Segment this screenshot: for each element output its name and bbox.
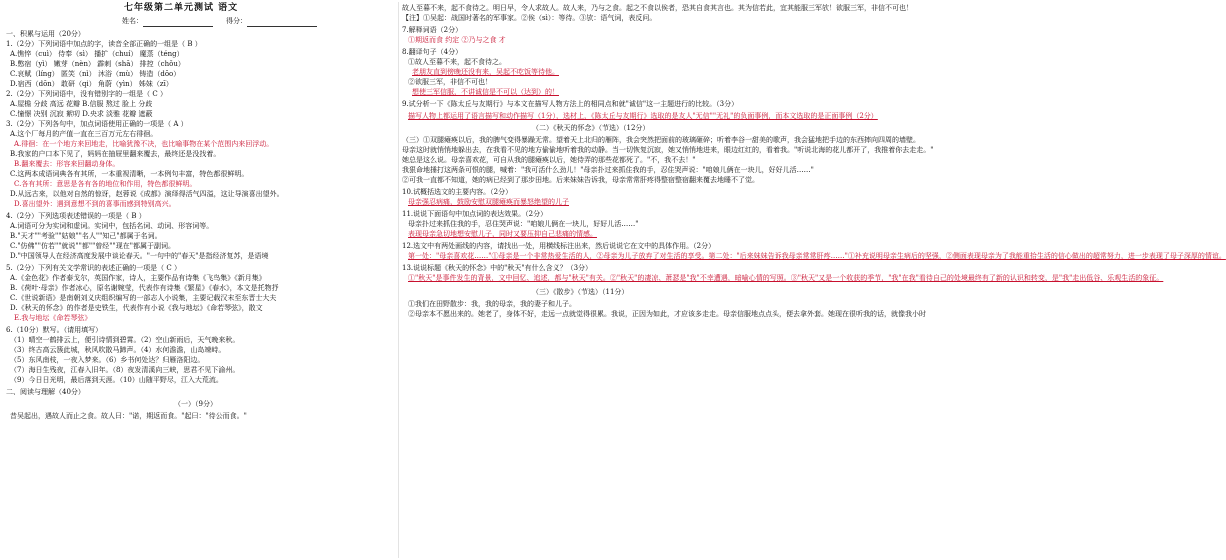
passage-continued: 故人至暮不来，起不食待之。明日早，令人求故人。故人来，乃与之食。起之不食以俟者，恐其自食其言也。其为信若此，宜其能服三军欤！欲服三军，非信不可也！	[402, 4, 913, 12]
q1-stem: 1.（2分）下列词语中加点的字，读音全部正确的一组是（ B ）	[6, 40, 202, 48]
q6-lines-5-6: （5）东风南枝，一夜入梦来。（6）乡书何处达？归雁洛阳边。	[10, 356, 205, 364]
q13-answer: ①"秋天"是事件发生的背景，文中回忆、追述，都与"秋天"有关。②"秋天"的凄凉、萧瑟是"我"不幸遭遇，暗喻心情的写照。③"秋天"又是一个收获的季节，"我"在我"看待自己的处境最终有了新的认识和转变，是"我"走出低谷、乐观生活的象征。	[408, 274, 1164, 282]
name-label: 姓名：	[122, 17, 143, 25]
q11-stem: 11.说说下面语句中加点词的表达效果。（2分）	[402, 210, 548, 218]
q1-option-b: B.憋宿（yì） 嫩芽（nèn） 霹刺（shā） 排控（chǒu）	[10, 60, 185, 68]
left-column	[4, 0, 396, 560]
q2-options-cd: C.憧憬 决别 沉寂 絮叨 D.央求 淡雅 花瓣 遮蔽	[10, 110, 153, 118]
q6-lines-3-4: （3）终古高云簇此城，秋风吹散马蹄声。（4）水何澹澹，山岛竦峙。	[10, 346, 226, 354]
q4-option-a: A.词语可分为实词和虚词。实词中，包括名词、动词、形容词等。	[10, 222, 214, 230]
section-one-title: 一、积累与运用（20分）	[6, 30, 85, 38]
q12-answer: 第一处："母亲喜欢花……"①母亲是一个非常热爱生活的人，②母亲为儿子放弃了对生活的享受。第二处："后来妹妹告诉我母亲常常肝疼……"①补充说明母亲生病后的坚强，②侧面表现母亲为了我能重拾生活的信心做出的超常努力，进一步表现了母子深厚的情谊。	[408, 252, 1226, 260]
q5-option-d: D.《秋天的怀念》的作者是史铁生，代表作有小说《我与地坛》《命若琴弦》，散文	[10, 304, 263, 312]
q3-option-d: D.从远古来，以他对自然的惊讶，赵蓉说《成都》演绎得活气四溢，这让导演喜出望外。	[10, 190, 284, 198]
q3-answer-a: A.徘徊：在一个地方来回地走，比喻犹豫不决，也比喻事物在某个范围内来回浮动。	[14, 140, 274, 148]
reading-three-paragraph-1: ①我们在田野散步：我，我的母亲，我的妻子和儿子。	[408, 300, 576, 308]
q3-option-b: B.我家的户口本下见了，妈妈在抽屉里翻来覆去，最终还是没找着。	[10, 150, 221, 158]
name-field[interactable]	[122, 17, 213, 27]
q5-answer-d: E.我与地坛《命若琴弦》	[14, 314, 92, 322]
q10-stem: 10.试概括选文的主要内容。（2分）	[402, 188, 513, 196]
reading-two-paragraph-1: （三）①双腿瘫痪以后，我的脾气变得暴躁无常。望着天上北归的雁阵，我会突然把面前的玻璃砸碎；听着李谷一甜美的歌声，我会猛地把手边的东西摔向四周的墙壁。	[402, 136, 920, 144]
passage-notes: 【注】①吴起：战国时著名的军事家。②俟（sì）：等待。③欤：语气词，表反问。	[402, 14, 657, 22]
q8-answer-2: 想使三军信服，不讲诚信是不可以（达到）的！	[412, 88, 559, 96]
q2-stem: 2.（2分）下列词语中，没有错别字的一组是（ C ）	[6, 90, 167, 98]
q1-option-d: D.宿西（dōn） 敢研（qi） 角蔚（yìn） 姊妹（zī）	[10, 80, 173, 88]
q5-option-c: C.《世说新语》是南朝刘义庆组织编写的一部志人小说集，主要记载汉末至东晋士大夫	[10, 294, 277, 302]
q5-stem: 5.（2分）下列有关文学常识的表述正确的一项是（ C ）	[6, 264, 181, 272]
score-label: 得分：	[226, 17, 247, 25]
reading-two-paragraph-1c: 她总是这么说。母亲喜欢花，可自从我的腿瘫痪以后，她侍弄的那些花都死了。"不，我不去！"	[402, 156, 696, 164]
q6-lines-9-10: （9）今日日光明，最后落到天涯。（10）山随平野尽，江入大荒流。	[10, 376, 223, 384]
reading-three-paragraph-2: ②母亲本不愿出来的。她老了，身体不好，走远一点就觉得很累。我说，正因为如此，才应该多走走。母亲信服地点点头，便去拿外套。她现在很听我的话，就像我小时	[408, 310, 926, 318]
reading-one-title: （一）（9分）	[174, 400, 217, 408]
q10-answer: 母亲强忍病痛，鼓励安慰双腿瘫痪而暴怒绝望的儿子	[408, 198, 569, 206]
q6-lines-7-8: （7）海日生残夜，江春入旧年。（8）夜发清溪向三峡，思君不见下渝州。	[10, 366, 240, 374]
name-blank[interactable]	[143, 19, 213, 27]
reading-two-paragraph-1b: 母亲这时就悄悄地躲出去，在我看不见的地方偷偷地听着我的动静。当一切恢复沉寂，她又悄悄地进来，眼边红红的，看着我。"听说北海的花儿都开了，我推着你去走走。"	[402, 146, 934, 154]
reading-three-title: （三）《散步》（节选）（11分）	[532, 288, 629, 296]
reading-one-passage: 昔吴起出，遇故人而止之食。故人曰："诺，期返而食。"起曰："待公而食。"	[10, 412, 247, 420]
q1-option-c: C.哀赋（líng） 匿笑（nì） 沐浴（mù） 铸造（dōo）	[10, 70, 181, 78]
section-two-title: 二、阅读与理解（40分）	[6, 388, 85, 396]
q3-option-a: A.这个厂每月的产值一直在三百万元左右徘徊。	[10, 130, 158, 138]
q8-sentence-1: ①故人至暮不来，起不食待之。	[408, 58, 506, 66]
q4-option-c: C."仿佛""仿若""就说""都""曾经""现在"都属于副词。	[10, 242, 175, 250]
q2-options-ab: A.屋檐 分歧 高远 花瓣 B.信服 熬过 脸上 分歧	[10, 100, 153, 108]
q11-sentence: 母亲扑过来抓住我的手，忍住哭声说："咱娘儿俩在一块儿，好好儿活……"	[408, 220, 639, 228]
q3-answer-c: C.各有其所：意思是各有各的地位和作用，特色都很鲜明。	[14, 180, 197, 188]
q5-option-a: A.《金色花》作者泰戈尔，英国作家，诗人，主要作品有诗集《飞鸟集》《新月集》	[10, 274, 266, 282]
q3-answer-b: B.翻来覆去：形容来回翻动身体。	[14, 160, 120, 168]
reading-two-paragraph-1d: 我狠命地捶打这两条可恨的腿，喊着："我可活什么劲儿！"母亲扑过来抓住我的手，忍住哭声说："咱娘儿俩在一块儿，好好儿活……"	[402, 166, 814, 174]
right-column	[402, 0, 1226, 560]
q4-stem: 4.（2分）下列选项表述错误的一项是（ B ）	[6, 212, 146, 220]
score-field[interactable]	[226, 17, 317, 27]
q1-option-a: A.憔悴（cuì） 侍奉（sì） 播扩（chuí） 魔蒸（téng）	[10, 50, 184, 58]
q4-option-d: D."中国领导人在经济高度发展中谈论春天。"一句中的"春天"是指经济复苏，是语境	[10, 252, 269, 260]
reading-two-title: （二）《秋天的怀念》（节选）（12分）	[532, 124, 650, 132]
column-divider	[398, 2, 399, 558]
q4-option-b: B."天才""考验""姑娘""名人""知己"都属于名词。	[10, 232, 162, 240]
q3-option-c: C.这两本成语词典各有其所，一本重视清晰，一本例句丰富，特色都很鲜明。	[10, 170, 249, 178]
q7-answer: ①期返而食 约定 ②乃与之食 才	[408, 36, 506, 44]
q3-answer-d: D.喜出望外：遇到意想不到的喜事而感到特别高兴。	[14, 200, 176, 208]
q6-stem: 6.（10分）默写。（请用填写）	[6, 326, 103, 334]
q7-stem: 7.解释词语（2分）	[402, 26, 463, 34]
score-blank[interactable]	[247, 19, 317, 27]
q8-stem: 8.翻译句子（4分）	[402, 48, 463, 56]
reading-two-paragraph-2: ②可我一直都不知道，她的病已经到了那步田地。后来妹妹告诉我，母亲常常肝疼得整宿整宿翻来覆去地睡不了觉。	[402, 176, 759, 184]
q9-stem: 9.试分析一下《陈太丘与友期行》与本文在描写人物方法上的相同点和就"诚信"这一主题进行的比较。（3分）	[402, 100, 739, 108]
q5-option-b: B.《荷叶·母亲》作者冰心，原名谢婉莹，代表作有诗集《繁星》《春水》，本文是托物抒	[10, 284, 279, 292]
exam-title: 七年级第二单元测试 语文	[124, 3, 239, 13]
q13-stem: 13.说说标题《秋天的怀念》中的"秋天"有什么含义？（3分）	[402, 264, 593, 272]
q11-answer: 表现母亲急切地想安慰儿子，同时又要压抑自己悲痛的情感。	[408, 230, 597, 238]
q12-stem: 12.选文中有两处画线的内容，请找出一处，用横线标注出来，然后说说它在文中的具体作用。（2分）	[402, 242, 716, 250]
q8-sentence-2: ②欲服三军，非信不可也！	[408, 78, 492, 86]
q3-stem: 3.（2分）下列各句中，加点词语使用正确的一项是（ A ）	[6, 120, 188, 128]
q9-answer: 描写人物上都运用了语言描写和动作描写（1分），选材上，《陈太丘与友期行》选取的是友人"无信""无礼"的负面事例，而本文选取的是正面事例（2分）	[408, 112, 878, 120]
q8-answer-1: 老朋友直到傍晚还没有来，吴起不吃饭等待他。	[412, 68, 559, 76]
q6-lines-1-2: （1）晴空一鹤排云上，便引诗情到碧霄。（2）空山新雨后，天气晚来秋。	[10, 336, 240, 344]
